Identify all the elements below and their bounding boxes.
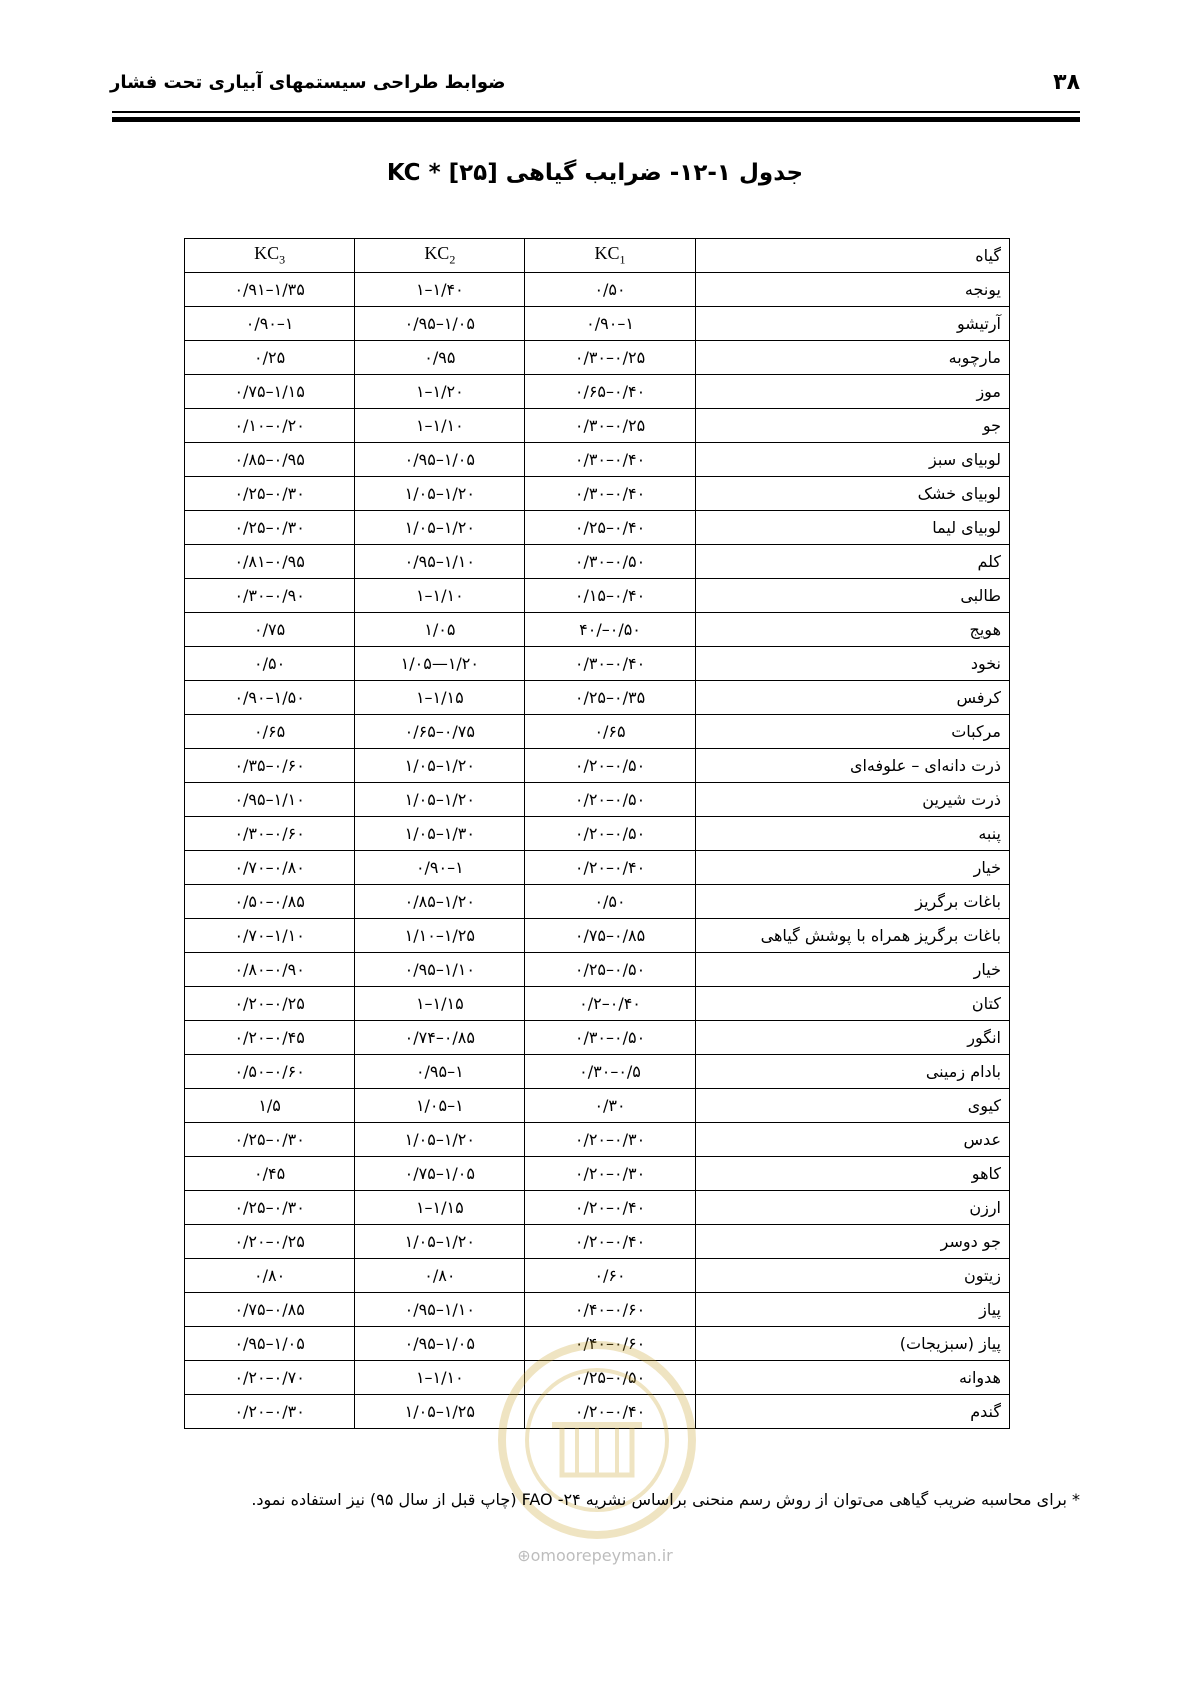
cell-kc3: ۰/۸۵–۰/۵۰ (185, 885, 355, 919)
cell-kc1: ۰/۲۵–۰/۳۰ (525, 341, 695, 375)
table-row (185, 1021, 1010, 1055)
cell-kc2: ۱/۰۵–۰/۹۵ (355, 1327, 525, 1361)
table-body (185, 273, 1010, 1429)
cell-kc1: ۰/۴۰–۰/۳۰ (525, 477, 695, 511)
table-row (185, 817, 1010, 851)
cell-plant: مارچوبه (695, 341, 1009, 375)
globe-icon: ⊕ (517, 1546, 531, 1565)
cell-kc1: ۰/۳۰–۰/۲۰ (525, 1123, 695, 1157)
cell-kc1: ۰/۶۰–۰/۴۰ (525, 1293, 695, 1327)
cell-kc1: ۰/۵۰–۰/۲۰ (525, 749, 695, 783)
cell-kc1: ۰/۸۵–۰/۷۵ (525, 919, 695, 953)
cell-kc1: ۱–۰/۹۰ (525, 307, 695, 341)
cell-plant: کلم (695, 545, 1009, 579)
kc3-subscript: 3 (279, 252, 286, 267)
cell-kc1: ۰/۶۰ (525, 1259, 695, 1293)
cell-kc2: ۱/۱۵–۱ (355, 987, 525, 1021)
table-title: جدول ۱-۱۲- ضرایب گیاهی KC * [۲۵] (386, 160, 804, 186)
website-text: omoorepeyman.ir (530, 1546, 673, 1565)
book-title: ضوابط طراحی سیستمهای آبیاری تحت فشار (110, 72, 506, 93)
cell-kc1: ۰/۵۰ (525, 273, 695, 307)
table-row (185, 511, 1010, 545)
cell-kc1: ۰/۴۰–۰/۳۰ (525, 647, 695, 681)
cell-plant: انگور (695, 1021, 1009, 1055)
kc3-label: KC (254, 243, 280, 264)
table-row (185, 749, 1010, 783)
kc1-subscript: 1 (619, 252, 626, 267)
cell-kc1: ۰/۵۰ (525, 885, 695, 919)
cell-kc2: ۱/۲۰–۱ (355, 375, 525, 409)
cell-plant: لوبیای سبز (695, 443, 1009, 477)
cell-plant: جو (695, 409, 1009, 443)
cell-plant: جو دوسر (695, 1225, 1009, 1259)
cell-kc1: ۰/۵۰–۰/۲۵ (525, 1361, 695, 1395)
kc2-subscript: 2 (449, 252, 456, 267)
cell-kc2: ۱/۲۵–۱/۰۵ (355, 1395, 525, 1429)
footnote: * برای محاسبه ضریب گیاهی می‌توان از روش رسم منحنی براساس نشریه ۲۴- FAO (چاپ قبل از سال ۹۵) نیز استفاده نمود. (251, 1490, 1080, 1509)
table-row (185, 885, 1010, 919)
cell-plant: زیتون (695, 1259, 1009, 1293)
website-watermark (0, 1546, 1190, 1565)
cell-kc1: ۰/۴۰–۰/۲۰ (525, 1191, 695, 1225)
cell-kc3: ۱/۰۵–۰/۹۵ (185, 1327, 355, 1361)
cell-kc3: ۱/۵ (185, 1089, 355, 1123)
table-row (185, 1259, 1010, 1293)
cell-kc1: ۰/۵۰–۰/۲۰ (525, 817, 695, 851)
table-row (185, 1293, 1010, 1327)
cell-kc2: ۱/۲۰–۱/۰۵ (355, 749, 525, 783)
table-row (185, 953, 1010, 987)
table-row (185, 307, 1010, 341)
table-row (185, 477, 1010, 511)
cell-kc3: ۰/۶۰–۰/۳۵ (185, 749, 355, 783)
cell-kc2: ۱/۲۰–۱/۰۵ (355, 1225, 525, 1259)
cell-kc2: ۱/۳۰–۱/۰۵ (355, 817, 525, 851)
cell-kc2: ۰/۸۵–۰/۷۴ (355, 1021, 525, 1055)
cell-kc3: ۱/۵۰–۰/۹۰ (185, 681, 355, 715)
cell-kc2: ۱/۲۰—۱/۰۵ (355, 647, 525, 681)
cell-kc3: ۰/۵۰ (185, 647, 355, 681)
cell-plant: بادام زمینی (695, 1055, 1009, 1089)
cell-kc2: ۱/۰۵–۰/۷۵ (355, 1157, 525, 1191)
cell-kc2: ۱/۲۰–۱/۰۵ (355, 1123, 525, 1157)
cell-plant: آرتیشو (695, 307, 1009, 341)
publisher-seal-watermark (492, 1330, 702, 1550)
cell-kc2: ۱/۱۵–۱ (355, 1191, 525, 1225)
cell-kc1: ۰/۵۰–/۴۰ (525, 613, 695, 647)
column-header-kc2 (355, 239, 525, 273)
cell-plant: لوبیای لیما (695, 511, 1009, 545)
cell-kc3: ۰/۳۰–۰/۲۵ (185, 1123, 355, 1157)
cell-kc3: ۰/۲۵–۰/۲۰ (185, 987, 355, 1021)
cell-kc3: ۰/۷۵ (185, 613, 355, 647)
cell-plant: کاهو (695, 1157, 1009, 1191)
cell-kc1: ۰/۶۰–۰/۴۰ (525, 1327, 695, 1361)
cell-kc3: ۰/۸۵–۰/۷۵ (185, 1293, 355, 1327)
table-row (185, 919, 1010, 953)
cell-kc3: ۰/۹۵–۰/۸۵ (185, 443, 355, 477)
table-row (185, 273, 1010, 307)
cell-plant: ذرت دانه‌ای – علوفه‌ای (695, 749, 1009, 783)
kc1-label: KC (594, 243, 620, 264)
cell-kc3: ۰/۶۵ (185, 715, 355, 749)
page-header (110, 70, 1080, 100)
cell-kc3: ۰/۸۰–۰/۷۰ (185, 851, 355, 885)
table-row (185, 647, 1010, 681)
table-row (185, 613, 1010, 647)
table-row (185, 375, 1010, 409)
cell-kc1: ۰/۵۰–۰/۲۵ (525, 953, 695, 987)
cell-kc3: ۱/۱۰–۰/۷۰ (185, 919, 355, 953)
cell-kc1: ۰/۴۰–۰/۲۰ (525, 1395, 695, 1429)
cell-kc2: ۰/۷۵–۰/۶۵ (355, 715, 525, 749)
cell-kc2: ۱/۲۰–۱/۰۵ (355, 477, 525, 511)
page-number: ۳۸ (1053, 70, 1080, 95)
cell-plant: کرفس (695, 681, 1009, 715)
cell-plant: ارزن (695, 1191, 1009, 1225)
cell-plant: یونجه (695, 273, 1009, 307)
table-row (185, 1089, 1010, 1123)
cell-kc3: ۰/۸۰ (185, 1259, 355, 1293)
table-row (185, 1225, 1010, 1259)
cell-kc2: ۱–۰/۹۰ (355, 851, 525, 885)
cell-kc1: ۰/۵۰–۰/۳۰ (525, 1021, 695, 1055)
cell-kc2: ۰/۹۵ (355, 341, 525, 375)
kc2-label: KC (424, 243, 450, 264)
crop-coefficient-table (184, 238, 1010, 1429)
cell-plant: گندم (695, 1395, 1009, 1429)
table-row (185, 1191, 1010, 1225)
cell-kc2: ۱/۲۰–۱/۰۵ (355, 783, 525, 817)
cell-kc2: ۱/۱۰–۰/۹۵ (355, 1293, 525, 1327)
cell-kc3: ۰/۳۰–۰/۲۵ (185, 1191, 355, 1225)
cell-plant: خیار (695, 953, 1009, 987)
cell-kc3: ۱/۱۰–۰/۹۵ (185, 783, 355, 817)
cell-kc2: ۱/۱۰–۱ (355, 579, 525, 613)
cell-kc2: ۱/۱۰–۰/۹۵ (355, 545, 525, 579)
cell-plant: باغات برگریز (695, 885, 1009, 919)
cell-kc2: ۱/۱۰–۰/۹۵ (355, 953, 525, 987)
cell-kc1: ۰/۶۵ (525, 715, 695, 749)
cell-kc2: ۱–۰/۹۵ (355, 1055, 525, 1089)
cell-kc1: ۰/۴۰–۰/۱۵ (525, 579, 695, 613)
cell-plant: پنبه (695, 817, 1009, 851)
cell-kc2: ۱/۰۵ (355, 613, 525, 647)
table-row (185, 851, 1010, 885)
cell-kc2: ۱/۲۰–۰/۸۵ (355, 885, 525, 919)
cell-kc2: ۱/۰۵–۰/۹۵ (355, 443, 525, 477)
cell-plant: کتان (695, 987, 1009, 1021)
table-row (185, 987, 1010, 1021)
cell-kc2: ۱–۱/۰۵ (355, 1089, 525, 1123)
cell-kc3: ۰/۹۰–۰/۸۰ (185, 953, 355, 987)
cell-kc2: ۱/۴۰–۱ (355, 273, 525, 307)
cell-plant: هویج (695, 613, 1009, 647)
cell-kc2: ۱/۲۵–۱/۱۰ (355, 919, 525, 953)
cell-kc2: ۰/۸۰ (355, 1259, 525, 1293)
cell-kc1: ۰/۴۰–۰/۲۰ (525, 1225, 695, 1259)
cell-kc3: ۰/۷۰–۰/۲۰ (185, 1361, 355, 1395)
table-row (185, 341, 1010, 375)
cell-plant: عدس (695, 1123, 1009, 1157)
cell-kc2: ۱/۱۰–۱ (355, 1361, 525, 1395)
cell-plant: نخود (695, 647, 1009, 681)
column-header-kc3 (185, 239, 355, 273)
cell-plant: طالبی (695, 579, 1009, 613)
cell-kc3: ۱/۱۵–۰/۷۵ (185, 375, 355, 409)
table-row (185, 681, 1010, 715)
cell-plant: کیوی (695, 1089, 1009, 1123)
cell-kc1: ۰/۴۰–۰/۲۰ (525, 851, 695, 885)
cell-kc2: ۱/۱۰–۱ (355, 409, 525, 443)
cell-kc3: ۱/۳۵–۰/۹۱ (185, 273, 355, 307)
cell-kc2: ۱/۱۵–۱ (355, 681, 525, 715)
cell-kc3: ۰/۲۵ (185, 341, 355, 375)
cell-kc1: ۰/۴۰–۰/۶۵ (525, 375, 695, 409)
cell-plant: خیار (695, 851, 1009, 885)
cell-plant: لوبیای خشک (695, 477, 1009, 511)
header-rule-thick (112, 117, 1080, 122)
cell-kc3: ۰/۳۰–۰/۲۰ (185, 1395, 355, 1429)
cell-kc1: ۰/۵۰–۰/۳۰ (525, 545, 695, 579)
column-header-kc1 (525, 239, 695, 273)
cell-kc1: ۰/۴۰–۰/۲۵ (525, 511, 695, 545)
table-row (185, 579, 1010, 613)
cell-kc3: ۰/۲۵–۰/۲۰ (185, 1225, 355, 1259)
cell-kc3: ۰/۹۵–۰/۸۱ (185, 545, 355, 579)
table-row (185, 1123, 1010, 1157)
cell-plant: مرکبات (695, 715, 1009, 749)
cell-plant: پیاز (سبزیجات) (695, 1327, 1009, 1361)
cell-plant: باغات برگریز همراه با پوشش گیاهی (695, 919, 1009, 953)
cell-kc3: ۰/۴۵ (185, 1157, 355, 1191)
cell-kc1: ۰/۴۰–۰/۲ (525, 987, 695, 1021)
cell-plant: پیاز (695, 1293, 1009, 1327)
table-row (185, 443, 1010, 477)
cell-kc1: ۰/۵–۰/۳۰ (525, 1055, 695, 1089)
header-rule-thin (112, 111, 1080, 113)
cell-plant: ذرت شیرین (695, 783, 1009, 817)
cell-kc3: ۱–۰/۹۰ (185, 307, 355, 341)
cell-kc3: ۰/۶۰–۰/۵۰ (185, 1055, 355, 1089)
cell-kc3: ۰/۳۰–۰/۲۵ (185, 477, 355, 511)
cell-plant: موز (695, 375, 1009, 409)
cell-kc1: ۰/۴۰–۰/۳۰ (525, 443, 695, 477)
cell-kc2: ۱/۲۰–۱/۰۵ (355, 511, 525, 545)
table-row (185, 715, 1010, 749)
cell-kc1: ۰/۳۵–۰/۲۵ (525, 681, 695, 715)
cell-kc1: ۰/۵۰–۰/۲۰ (525, 783, 695, 817)
cell-kc1: ۰/۲۵–۰/۳۰ (525, 409, 695, 443)
table-row (185, 1055, 1010, 1089)
cell-kc3: ۰/۳۰–۰/۲۵ (185, 511, 355, 545)
cell-kc3: ۰/۶۰–۰/۳۰ (185, 817, 355, 851)
table-row (185, 783, 1010, 817)
cell-kc3: ۰/۹۰–۰/۳۰ (185, 579, 355, 613)
cell-kc1: ۰/۳۰–۰/۲۰ (525, 1157, 695, 1191)
table-row (185, 409, 1010, 443)
table-row (185, 545, 1010, 579)
cell-kc1: ۰/۳۰ (525, 1089, 695, 1123)
cell-kc3: ۰/۴۵–۰/۲۰ (185, 1021, 355, 1055)
column-header-plant: گیاه (695, 239, 1009, 273)
cell-kc3: ۰/۲۰–۰/۱۰ (185, 409, 355, 443)
table-row (185, 1157, 1010, 1191)
cell-kc2: ۱/۰۵–۰/۹۵ (355, 307, 525, 341)
cell-plant: هدوانه (695, 1361, 1009, 1395)
table-header-row (185, 239, 1010, 273)
